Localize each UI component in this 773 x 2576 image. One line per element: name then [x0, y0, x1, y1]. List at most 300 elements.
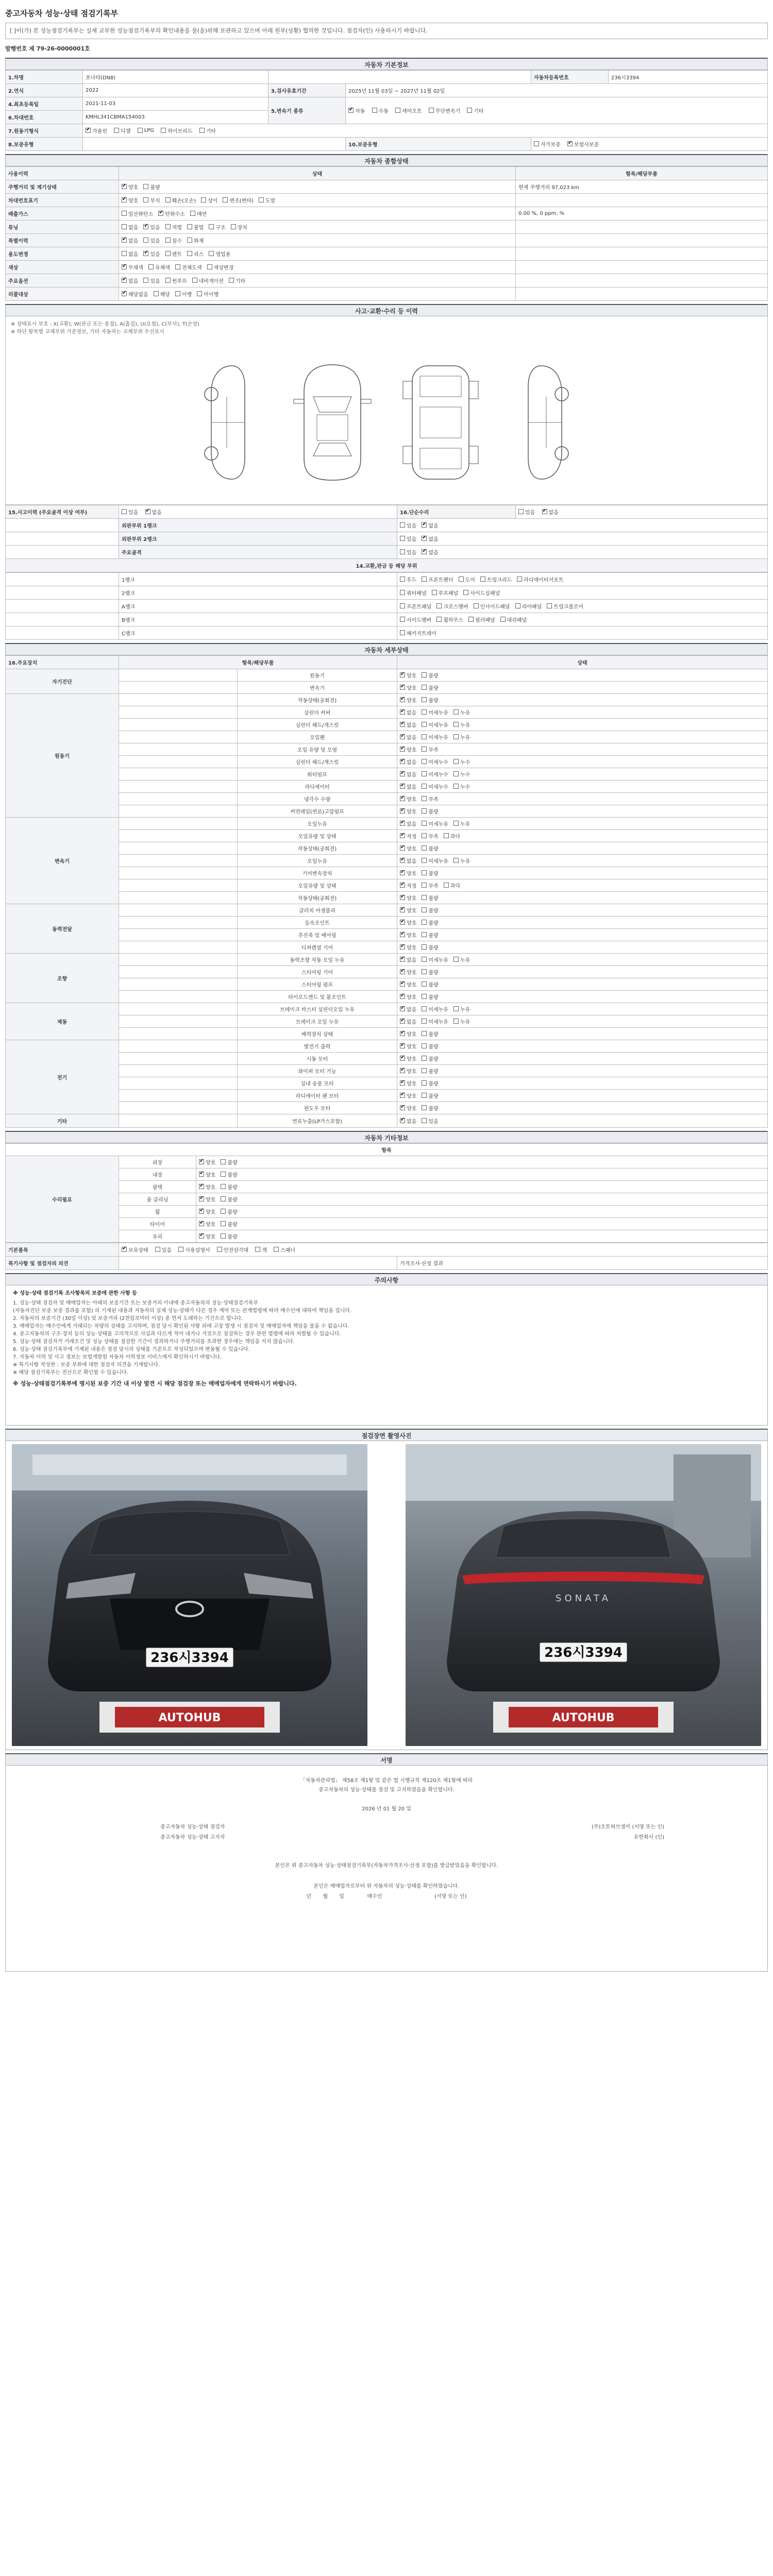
detail-option[interactable]	[400, 745, 416, 753]
detail-part-label: 기어변속장치	[238, 867, 397, 879]
checkbox-icon	[463, 590, 468, 595]
rank-option[interactable]	[474, 602, 510, 610]
checkbox-icon	[221, 1233, 226, 1239]
extra-option[interactable]	[199, 1158, 215, 1166]
option-label: 불량	[227, 1222, 238, 1228]
option-label: 사용설명서	[185, 1247, 210, 1253]
detail-option[interactable]	[400, 968, 416, 976]
option-label: 양호	[407, 970, 417, 976]
extra-option[interactable]	[221, 1195, 237, 1203]
section-detail: 자동차 세부상태	[5, 643, 768, 655]
extra-option[interactable]	[199, 1183, 215, 1191]
notice-box: [ ]이(가) 본 성능점검기록부는 실제 교부한 성능점검기록부의 확인내용을 물(을)위해 보관하고 있으며 아래 원부(상황) 협의한 것입니다. 점검자(인) 사용하시기 바랍니다.	[5, 23, 768, 39]
detail-option[interactable]	[400, 721, 416, 728]
status-option[interactable]	[175, 290, 192, 298]
checkbox-icon	[400, 1043, 405, 1048]
checkbox-icon	[422, 895, 427, 900]
status-option[interactable]	[143, 223, 160, 231]
checkbox-icon	[155, 1247, 160, 1252]
detail-option[interactable]	[400, 1104, 416, 1112]
detail-row	[6, 966, 768, 978]
detail-option[interactable]	[453, 733, 470, 741]
detail-option[interactable]	[422, 906, 438, 914]
checkbox-icon	[436, 603, 442, 608]
extra-option[interactable]	[199, 1232, 215, 1240]
detail-row	[6, 1102, 768, 1114]
option-label: 부족	[428, 883, 439, 889]
detail-option[interactable]	[422, 671, 438, 679]
detail-options	[397, 756, 768, 768]
option-semi[interactable]	[395, 107, 422, 114]
detail-option[interactable]	[422, 770, 448, 778]
detail-option[interactable]	[400, 1018, 416, 1025]
outer2-no[interactable]	[422, 535, 438, 543]
checkbox-icon	[122, 264, 127, 269]
status-option[interactable]	[122, 250, 138, 258]
detail-option[interactable]	[400, 807, 416, 815]
status-option[interactable]	[201, 196, 217, 204]
extra-option[interactable]	[221, 1208, 237, 1215]
basic-item-1[interactable]	[155, 1246, 172, 1253]
basic-item-0[interactable]	[122, 1246, 148, 1253]
fuel-diesel[interactable]	[114, 127, 130, 134]
checkbox-icon	[453, 722, 459, 727]
detail-options	[397, 1090, 768, 1102]
detail-option[interactable]	[400, 1067, 416, 1075]
detail-option[interactable]	[422, 758, 448, 766]
status-option[interactable]	[190, 210, 207, 217]
status-option[interactable]	[187, 250, 204, 258]
status-option[interactable]	[209, 223, 225, 231]
status-option[interactable]	[192, 277, 224, 284]
detail-option[interactable]	[422, 820, 448, 827]
rank-option[interactable]	[432, 589, 459, 597]
option-label: 없음	[407, 772, 417, 778]
detail-option[interactable]	[422, 844, 438, 852]
checkbox-icon	[165, 238, 171, 243]
checkbox-icon	[422, 1043, 427, 1048]
caution-line: 7. 자동차 이력 및 사고 정보는 보험개발원 자동차 이력정보 서비스에서 확인하시기 바랍니다.	[13, 1354, 222, 1360]
checkbox-icon	[400, 1080, 405, 1086]
status-option[interactable]	[165, 250, 182, 258]
detail-row	[6, 867, 768, 879]
detail-option[interactable]	[400, 758, 416, 766]
detail-option[interactable]	[400, 783, 416, 790]
checkbox-icon	[515, 603, 520, 608]
accident-legend	[5, 316, 768, 340]
detail-option[interactable]	[453, 758, 470, 766]
repair-no[interactable]	[542, 508, 559, 516]
outer2-yes[interactable]	[400, 535, 416, 543]
detail-option[interactable]	[453, 721, 470, 728]
rank-option[interactable]	[436, 616, 463, 623]
status-option[interactable]	[122, 223, 138, 231]
checkbox-icon	[453, 771, 459, 776]
detail-option[interactable]	[400, 931, 416, 939]
detail-option[interactable]	[422, 980, 438, 988]
option-label: 침수	[172, 238, 182, 244]
sign-para-1: 「자동차관리법」 제58조 제1항 및 같은 법 시행규칙 제120조 제1항에 따라	[300, 1778, 473, 1784]
option-cvt[interactable]	[429, 107, 460, 114]
option-label: 양호	[206, 1209, 216, 1215]
detail-option[interactable]	[422, 894, 438, 902]
checkbox-icon	[229, 278, 234, 283]
status-option[interactable]	[209, 250, 230, 258]
detail-option[interactable]	[422, 696, 438, 704]
detail-part-label: 작동상태(공회전)	[238, 892, 397, 904]
fuel-etc[interactable]	[199, 127, 216, 134]
checkbox-icon	[400, 870, 405, 875]
detail-option[interactable]	[422, 795, 438, 803]
detail-option[interactable]	[422, 1092, 438, 1099]
detail-options	[397, 805, 768, 818]
detail-options	[397, 941, 768, 954]
rank-row	[6, 600, 768, 613]
fuel-lpg[interactable]	[138, 128, 154, 133]
status-option[interactable]	[223, 196, 253, 204]
detail-option[interactable]	[400, 1079, 416, 1087]
extra-option[interactable]	[221, 1183, 237, 1191]
extra-option[interactable]	[221, 1171, 237, 1178]
detail-option[interactable]	[422, 1104, 438, 1112]
option-label: 없음	[428, 523, 439, 529]
detail-option[interactable]	[400, 894, 416, 902]
rank-option[interactable]	[400, 575, 416, 583]
detail-option[interactable]	[400, 857, 416, 865]
status-option[interactable]	[122, 210, 153, 217]
status-option[interactable]	[143, 183, 160, 191]
detail-options	[397, 1065, 768, 1077]
status-option[interactable]	[175, 263, 202, 271]
detail-option[interactable]	[400, 733, 416, 741]
option-manual[interactable]	[372, 107, 389, 114]
extra-option[interactable]	[221, 1220, 237, 1228]
detail-option[interactable]	[400, 869, 416, 877]
checkbox-icon	[400, 709, 405, 715]
status-option[interactable]	[158, 210, 185, 217]
status-option[interactable]	[122, 183, 138, 191]
status-option[interactable]	[143, 277, 160, 284]
rank-option[interactable]	[547, 602, 583, 610]
detail-option[interactable]	[400, 1042, 416, 1050]
status-option[interactable]	[207, 263, 234, 271]
option-label: 해당없음	[128, 292, 148, 298]
option-label: 색상변경	[213, 265, 234, 271]
detail-options	[397, 731, 768, 743]
detail-option[interactable]	[422, 943, 438, 951]
detail-option[interactable]	[400, 844, 416, 852]
detail-option[interactable]	[444, 882, 460, 889]
caution-line: 6. 성능·상태 점검기록부에 기재된 내용은 점검 당시의 상태를 기준으로 작성되었으며 변동될 수 있습니다.	[13, 1347, 250, 1352]
option-label: 트렁크플로어	[553, 604, 584, 610]
option-label: 있음	[150, 278, 160, 284]
detail-option[interactable]	[400, 993, 416, 1001]
detail-option[interactable]	[400, 1092, 416, 1099]
extra-options	[196, 1168, 768, 1181]
detail-option[interactable]	[453, 708, 470, 716]
option-label: 기타	[206, 128, 216, 134]
option-label: 누유	[460, 722, 470, 728]
option-auto[interactable]	[348, 107, 365, 114]
label-vin: 6.차대번호	[6, 111, 83, 124]
checkbox-icon	[201, 197, 206, 202]
extra-head: 항목	[6, 1144, 768, 1156]
fuel-hybrid[interactable]	[161, 127, 192, 134]
option-label: 장치	[237, 225, 247, 231]
rank-option[interactable]	[422, 575, 453, 583]
option-label: 수동	[378, 108, 389, 114]
detail-option[interactable]	[400, 832, 416, 840]
warranty-insurance[interactable]	[567, 140, 599, 148]
detail-option[interactable]	[422, 733, 448, 741]
extra-option[interactable]	[221, 1232, 237, 1240]
detail-part-label: 연료누출(LP가스포함)	[238, 1114, 397, 1128]
detail-table	[5, 655, 768, 1128]
checkbox-icon	[422, 722, 427, 727]
rank-option[interactable]	[400, 589, 427, 597]
detail-row	[6, 805, 768, 818]
detail-option[interactable]	[400, 906, 416, 914]
status-option[interactable]	[229, 277, 245, 284]
detail-option[interactable]	[400, 1055, 416, 1062]
extra-option[interactable]	[199, 1208, 215, 1215]
detail-option[interactable]	[422, 857, 448, 865]
repair-yes[interactable]	[518, 508, 535, 516]
status-option[interactable]	[154, 290, 170, 298]
detail-option[interactable]	[453, 956, 470, 963]
rank-option[interactable]	[400, 602, 431, 610]
status-option[interactable]	[148, 263, 170, 271]
detail-option[interactable]	[400, 795, 416, 803]
detail-option[interactable]	[422, 968, 438, 976]
status-row-label: 특별이력	[6, 234, 119, 247]
detail-sub-blank	[119, 1114, 238, 1128]
detail-option[interactable]	[422, 869, 438, 877]
checkbox-icon	[422, 734, 427, 739]
rank-option[interactable]	[463, 589, 500, 597]
detail-option[interactable]	[422, 783, 448, 790]
value-valid: 2025년 11월 03일 ~ 2027년 11월 02일	[346, 84, 768, 97]
rank-option[interactable]	[515, 602, 542, 610]
option-label: 보험사보증	[574, 142, 599, 148]
status-option[interactable]	[143, 236, 160, 244]
detail-option[interactable]	[400, 671, 416, 679]
detail-option[interactable]	[422, 684, 438, 691]
detail-option[interactable]	[453, 770, 470, 778]
frame-yes[interactable]	[400, 548, 416, 556]
rank-option[interactable]	[480, 575, 512, 583]
detail-option[interactable]	[422, 1117, 438, 1125]
status-option[interactable]	[122, 236, 138, 244]
status-option[interactable]	[187, 223, 204, 231]
detail-option[interactable]	[422, 1079, 438, 1087]
detail-option[interactable]	[453, 857, 470, 865]
status-option[interactable]	[143, 250, 160, 258]
checkbox-icon	[453, 759, 459, 764]
option-label: 불량	[428, 982, 439, 988]
accident-yes[interactable]	[122, 508, 138, 516]
detail-options	[397, 954, 768, 966]
warranty-self[interactable]	[534, 140, 561, 148]
detail-option[interactable]	[422, 1005, 448, 1013]
detail-option[interactable]	[422, 708, 448, 716]
caution-line: 5. 성능·상태 점검자가 거래조건 및 성능 상태를 점검한 기간이 경과하거나 주행거리를 초과한 경우에는 책임을 지지 않습니다.	[13, 1339, 295, 1345]
option-label: 양호	[206, 1222, 216, 1228]
extra-row	[6, 1218, 768, 1230]
status-option[interactable]	[122, 290, 148, 298]
option-label: 불량	[227, 1172, 238, 1178]
detail-option[interactable]	[453, 783, 470, 790]
extra-row	[6, 1181, 768, 1193]
detail-option[interactable]	[400, 882, 416, 889]
detail-option[interactable]	[422, 807, 438, 815]
fuel-gasoline[interactable]	[86, 127, 107, 134]
status-option[interactable]	[165, 196, 196, 204]
detail-option[interactable]	[422, 1067, 438, 1075]
checkbox-icon	[432, 590, 437, 595]
checkbox-icon	[231, 224, 236, 229]
extra-option[interactable]	[199, 1171, 215, 1178]
status-option[interactable]	[122, 196, 138, 204]
extra-option[interactable]	[221, 1158, 237, 1166]
detail-option[interactable]	[400, 1005, 416, 1013]
rank-option[interactable]	[400, 629, 436, 637]
checkbox-icon	[122, 509, 127, 514]
detail-option[interactable]	[453, 1018, 470, 1025]
status-option[interactable]	[122, 277, 138, 284]
status-option[interactable]	[165, 277, 187, 284]
basic-item-4[interactable]	[255, 1246, 267, 1253]
checkbox-icon	[400, 771, 405, 776]
page-bottom-space	[5, 1972, 768, 2087]
sign-para-5: 년 월 일 매수인 (서명 또는 인)	[306, 1894, 467, 1900]
detail-option[interactable]	[422, 1030, 438, 1038]
status-option[interactable]	[165, 236, 182, 244]
detail-row	[6, 1053, 768, 1065]
detail-option[interactable]	[400, 980, 416, 988]
extra-option[interactable]	[199, 1220, 215, 1228]
extra-option[interactable]	[199, 1195, 215, 1203]
rank-row-blank	[6, 626, 119, 640]
detail-option[interactable]	[422, 1018, 448, 1025]
basic-item-2[interactable]	[178, 1246, 210, 1253]
status-option[interactable]	[187, 236, 204, 244]
option-label: 양호	[407, 1106, 417, 1112]
rank-option[interactable]	[500, 616, 527, 623]
detail-option[interactable]	[444, 832, 460, 840]
detail-options	[397, 818, 768, 830]
detail-option[interactable]	[400, 770, 416, 778]
rank-option[interactable]	[400, 616, 431, 623]
status-option[interactable]	[143, 196, 160, 204]
status-option[interactable]	[197, 290, 219, 298]
accident-no[interactable]	[145, 508, 162, 516]
rank-row-label: C랭크	[119, 626, 397, 640]
detail-option[interactable]	[453, 820, 470, 827]
detail-sub-blank	[119, 694, 238, 706]
detail-option[interactable]	[400, 956, 416, 963]
detail-option[interactable]	[422, 882, 438, 889]
status-row	[6, 247, 768, 261]
basic-item-5[interactable]	[274, 1246, 295, 1253]
frame-no[interactable]	[422, 548, 438, 556]
detail-option[interactable]	[422, 919, 438, 926]
detail-option[interactable]	[453, 1005, 470, 1013]
status-table	[5, 166, 768, 301]
value-car-name: 쏘나타(DN8)	[83, 71, 268, 84]
detail-option[interactable]	[400, 708, 416, 716]
option-label: 양호	[407, 809, 417, 815]
status-row-part: 0.00 %, 0 ppm, %	[516, 207, 768, 221]
detail-option[interactable]	[422, 721, 448, 728]
detail-option[interactable]	[400, 943, 416, 951]
detail-part-label: 클러치 어셈블리	[238, 904, 397, 917]
rank-option[interactable]	[468, 616, 495, 623]
detail-option[interactable]	[422, 745, 438, 753]
outer1-no[interactable]	[422, 521, 438, 529]
detail-options	[397, 706, 768, 719]
detail-option[interactable]	[422, 993, 438, 1001]
rank-row-options	[397, 613, 768, 626]
option-label: 양호	[407, 796, 417, 803]
option-label: 없음	[407, 784, 417, 790]
basic-item-3[interactable]	[217, 1246, 248, 1253]
option-label: 양호	[407, 920, 417, 926]
status-option[interactable]	[165, 223, 182, 231]
option-label: 양호	[407, 871, 417, 877]
detail-option[interactable]	[422, 956, 448, 963]
option-label: 불량	[428, 908, 439, 914]
detail-options	[397, 867, 768, 879]
detail-option[interactable]	[422, 1042, 438, 1050]
status-row	[6, 287, 768, 301]
rank-row-blank	[6, 586, 119, 600]
status-option[interactable]	[259, 196, 275, 204]
checkbox-icon	[400, 1105, 405, 1110]
rank-row-label: 1랭크	[119, 573, 397, 586]
outer1-yes[interactable]	[400, 521, 416, 529]
rank-option[interactable]	[517, 575, 563, 583]
rank-option[interactable]	[436, 602, 468, 610]
option-etc[interactable]	[467, 107, 483, 114]
detail-option[interactable]	[400, 1030, 416, 1038]
status-option[interactable]	[122, 263, 143, 271]
detail-option[interactable]	[422, 1055, 438, 1062]
option-label: 무채색	[128, 265, 143, 271]
option-label: 불량	[428, 945, 439, 951]
checkbox-icon	[217, 1247, 222, 1252]
section-extra: 자동차 기타정보	[5, 1131, 768, 1143]
detail-option[interactable]	[400, 696, 416, 704]
checkbox-icon	[158, 211, 163, 216]
option-label: 양호	[206, 1160, 216, 1166]
detail-sub-blank	[119, 1090, 238, 1102]
detail-option[interactable]	[400, 919, 416, 926]
detail-option[interactable]	[400, 684, 416, 691]
detail-part-label: 배력장치 상태	[238, 1028, 397, 1040]
detail-option[interactable]	[422, 931, 438, 939]
status-option[interactable]	[231, 223, 247, 231]
checkbox-icon	[542, 509, 547, 514]
checkbox-icon	[122, 211, 127, 216]
checkbox-icon	[400, 1006, 405, 1011]
detail-option[interactable]	[422, 832, 438, 840]
detail-part-label: 와이퍼 모터 기능	[238, 1065, 397, 1077]
checkbox-icon	[348, 108, 354, 113]
detail-option[interactable]	[400, 820, 416, 827]
detail-option[interactable]	[400, 1117, 416, 1125]
rank-option[interactable]	[459, 575, 475, 583]
